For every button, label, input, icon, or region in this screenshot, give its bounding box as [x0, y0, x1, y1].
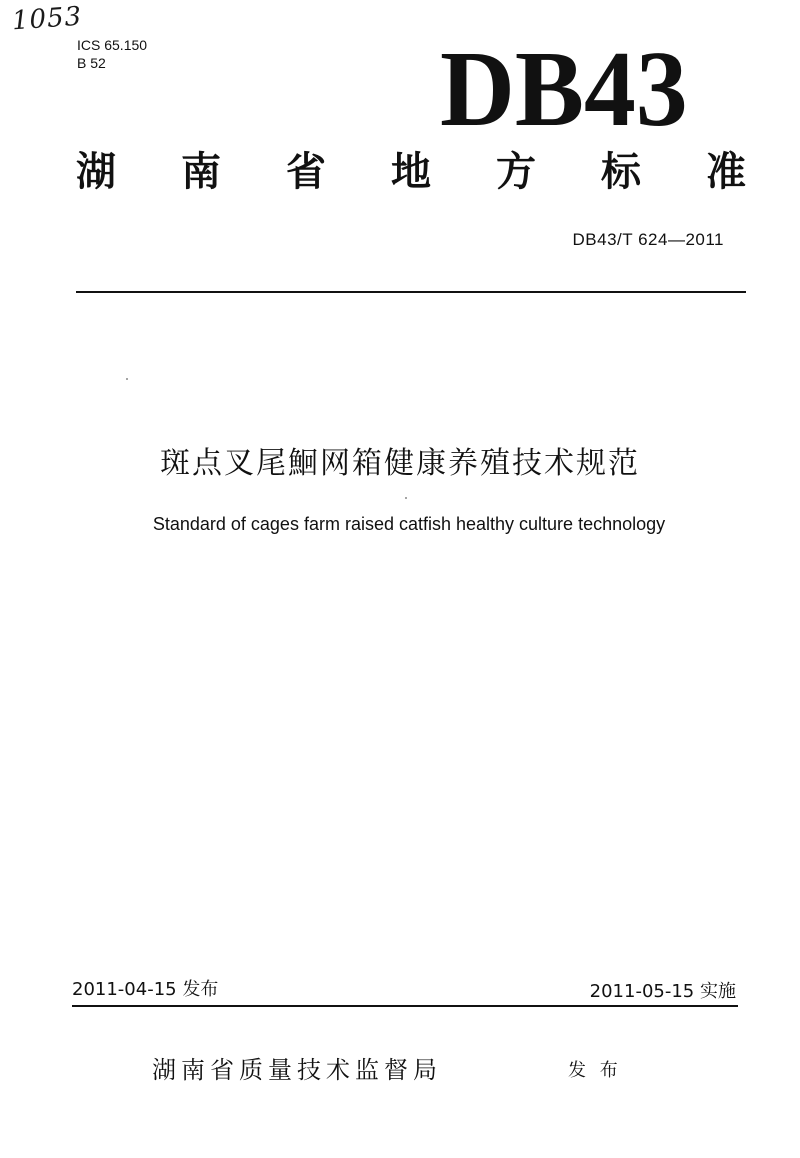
- issuing-authority: 湖南省质量技术监督局: [152, 1056, 442, 1084]
- standard-type-char: 省: [286, 149, 326, 195]
- issue-date: 2011-04-15 发布: [72, 979, 219, 1000]
- standard-type-char: 准: [706, 149, 746, 195]
- header-divider: [76, 291, 746, 293]
- standard-type-title: [76, 149, 746, 195]
- document-title-chinese: 斑点叉尾鮰网箱健康养殖技术规范: [160, 446, 640, 481]
- standard-type-char: 南: [181, 149, 221, 195]
- scan-speck: [405, 497, 407, 499]
- standard-type-char: 湖: [76, 149, 116, 195]
- scan-speck: [126, 378, 128, 380]
- standard-type-char: 地: [391, 149, 431, 195]
- standard-type-char: 方: [496, 149, 536, 195]
- implementation-date: 2011-05-15 实施: [589, 981, 736, 1002]
- ics-code: ICS 65.150: [77, 37, 148, 53]
- db43-logo: DB43: [440, 30, 688, 149]
- handwritten-note: 1053: [11, 1, 84, 37]
- document-title-english: Standard of cages farm raised catfish healthy culture technology: [152, 514, 666, 534]
- standard-number: DB43/T 624—2011: [572, 230, 724, 249]
- ccs-code: B 52: [77, 55, 106, 71]
- publish-label: 发 布: [568, 1060, 622, 1081]
- standard-type-char: 标: [601, 149, 641, 195]
- footer-divider: [72, 1005, 738, 1007]
